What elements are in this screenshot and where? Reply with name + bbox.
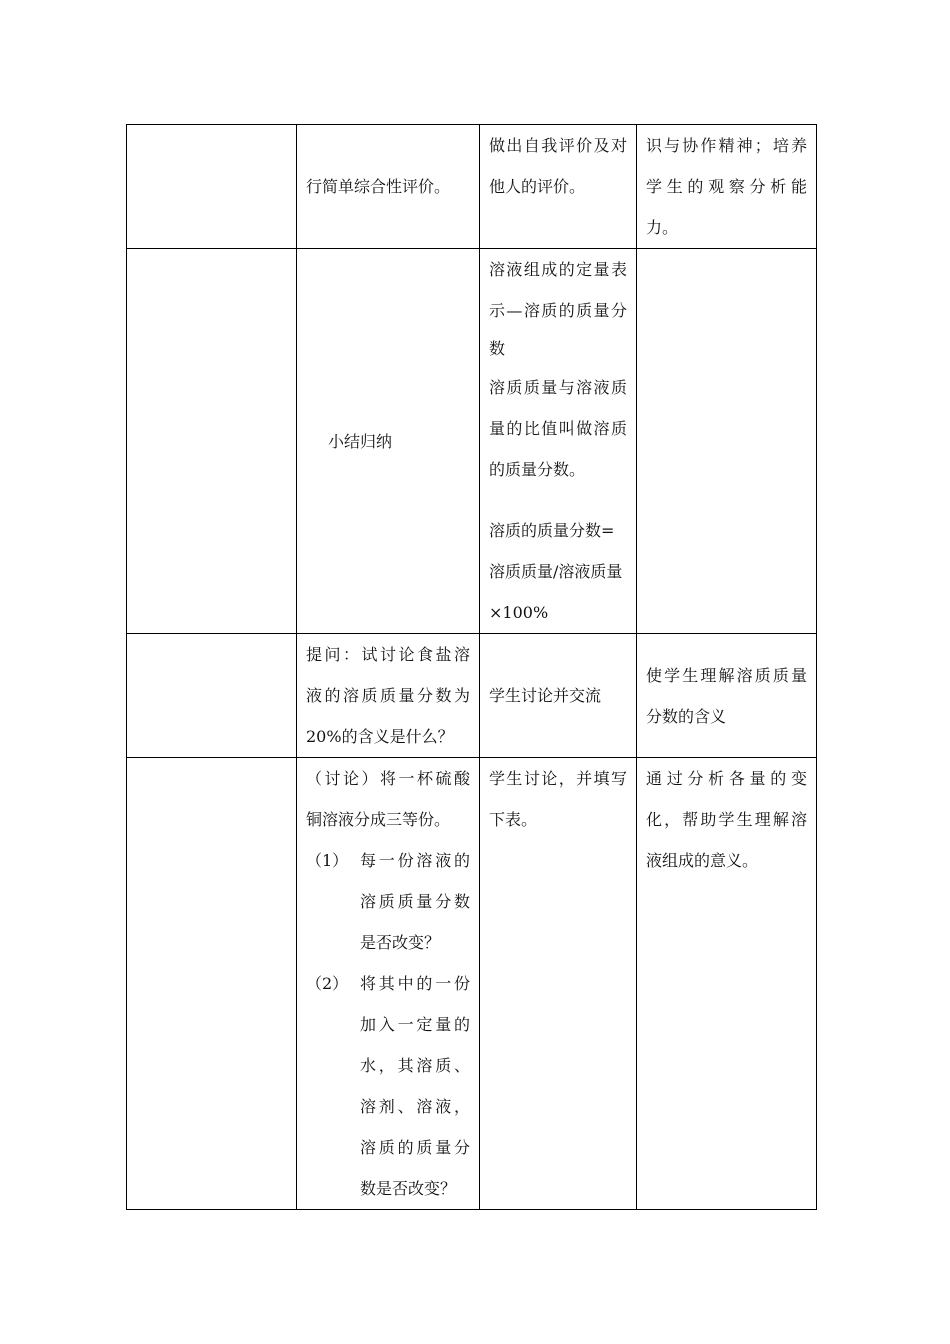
design-intent-cell xyxy=(637,125,817,249)
text-line: 溶质质量分数 xyxy=(360,892,470,911)
text-line: 溶质的质量分 xyxy=(360,1138,470,1157)
formula-line: 溶质质量/溶液质量 xyxy=(489,562,623,581)
teacher-activity-cell xyxy=(297,634,480,758)
table-row xyxy=(127,758,817,1210)
teacher-activity-cell xyxy=(297,249,480,634)
text-line xyxy=(306,125,470,166)
stage-cell xyxy=(127,758,297,1210)
design-intent-cell xyxy=(637,249,817,634)
text-line: 加入一定量的 xyxy=(360,1015,470,1034)
text-line: 溶质质量与溶液质 xyxy=(489,378,627,397)
stage-cell xyxy=(127,125,297,249)
text-line: 铜溶液分成三等份。 xyxy=(306,810,451,829)
text-line: （讨论）将一杯硫酸 xyxy=(306,769,470,788)
text-line: 学生讨论，并填写 xyxy=(489,769,627,788)
text-line: 溶剂、溶液， xyxy=(360,1097,470,1116)
text-line: 数是否改变？ xyxy=(360,1179,457,1198)
text-line: 每一份溶液的 xyxy=(360,851,470,870)
section-label: 小结归纳 xyxy=(328,431,393,451)
table-row xyxy=(127,125,817,249)
text-line: 的质量分数。 xyxy=(489,460,586,479)
student-activity-cell xyxy=(480,634,637,758)
text-line: 将其中的一份 xyxy=(360,974,470,993)
text-line: 20%的含义是什么？ xyxy=(306,727,454,746)
student-activity-cell xyxy=(480,125,637,249)
item-number: （1） xyxy=(306,851,349,870)
text-line: 示—溶质的质量分 xyxy=(489,301,627,320)
text-line: 识与协作精神；培养 xyxy=(646,136,807,155)
list-item xyxy=(306,963,470,1209)
text-line: 水，其溶质、 xyxy=(360,1056,470,1075)
teacher-activity-cell xyxy=(297,125,480,249)
text-line: 通过分析各量的变 xyxy=(646,769,807,788)
table-row xyxy=(127,634,817,758)
text-line: 液的溶质质量分数为 xyxy=(306,686,470,705)
text-line: 做出自我评价及对 xyxy=(489,136,627,155)
text-line: 学生讨论并交流 xyxy=(489,686,602,705)
item-number: （2） xyxy=(306,974,349,993)
text-line: 数 xyxy=(489,339,506,358)
text-line: 学生的观察分析能 xyxy=(646,177,807,196)
formula-line: 溶质的质量分数= xyxy=(489,521,615,540)
design-intent-cell xyxy=(637,634,817,758)
text-line: 下表。 xyxy=(489,810,538,829)
text-line: 力。 xyxy=(646,218,679,237)
text-line: 他人的评价。 xyxy=(489,177,586,196)
stage-cell xyxy=(127,634,297,758)
text-line: 化，帮助学生理解溶 xyxy=(646,810,807,829)
text-line: 使学生理解溶质质量 xyxy=(646,665,807,685)
student-activity-cell xyxy=(480,758,637,1210)
text-line: 量的比值叫做溶质 xyxy=(489,419,627,438)
text-line: 分数的含义 xyxy=(646,706,727,726)
stage-cell xyxy=(127,249,297,634)
table-row xyxy=(127,249,817,634)
teacher-activity-cell xyxy=(297,758,480,1210)
design-intent-cell xyxy=(637,758,817,1210)
list-item xyxy=(306,840,470,963)
text-line: 是否改变？ xyxy=(360,933,441,952)
formula-line: ×100% xyxy=(489,603,549,622)
student-activity-cell xyxy=(480,249,637,634)
text-line: 行简单综合性评价。 xyxy=(306,177,451,196)
text-line: 溶液组成的定量表 xyxy=(489,260,627,279)
text-line: 液组成的意义。 xyxy=(646,851,759,870)
text-line: 提问：试讨论食盐溶 xyxy=(306,645,470,664)
lesson-plan-table xyxy=(126,124,817,1210)
